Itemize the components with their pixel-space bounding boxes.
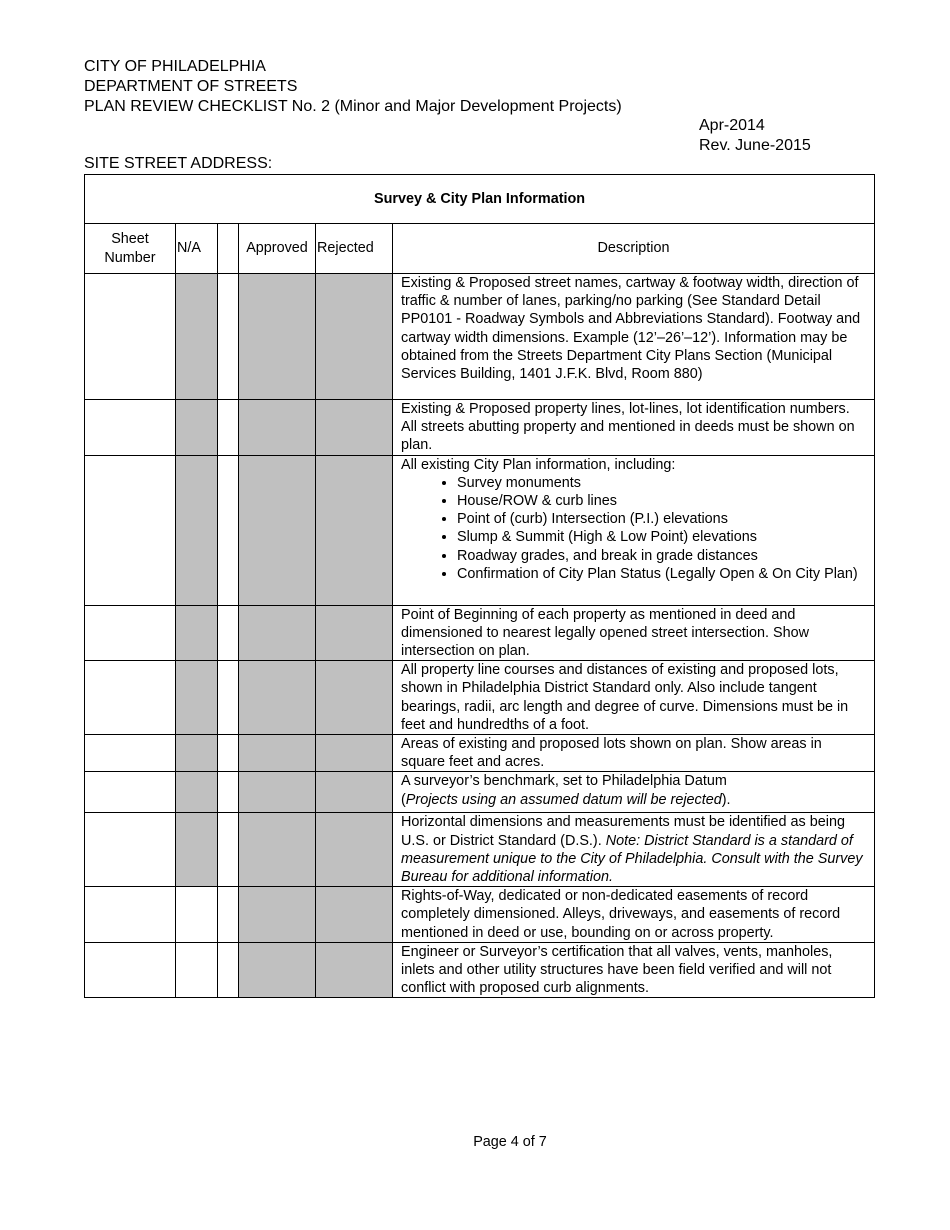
- header-city: CITY OF PHILADELPHIA: [84, 58, 266, 75]
- site-address-label: SITE STREET ADDRESS:: [84, 155, 273, 172]
- rejected-cell[interactable]: [316, 455, 393, 605]
- sheet-cell[interactable]: [85, 735, 176, 772]
- approved-cell[interactable]: [239, 772, 316, 813]
- sheet-cell[interactable]: [85, 455, 176, 605]
- bullet-item: • Point of (curb) Intersection (P.I.) elevations: [457, 510, 868, 528]
- blank-cell[interactable]: [218, 661, 239, 735]
- bullet-item: • Slump & Summit (High & Low Point) elevations: [457, 528, 868, 546]
- description-cell: Areas of existing and proposed lots shown on plan. Show areas in square feet and acres.: [393, 735, 875, 772]
- page-number: Page 4 of 7: [473, 1134, 547, 1150]
- blank-cell[interactable]: [218, 274, 239, 400]
- rejected-cell[interactable]: [316, 772, 393, 813]
- col-blank: [218, 224, 239, 274]
- checklist-table-wrapper: [84, 174, 874, 998]
- sheet-cell[interactable]: [85, 887, 176, 943]
- bullet-item: • Roadway grades, and break in grade distances: [457, 547, 868, 565]
- rejected-cell[interactable]: [316, 661, 393, 735]
- description-cell: [393, 455, 875, 605]
- table-title: Survey & City Plan Information: [85, 175, 875, 224]
- sheet-cell[interactable]: [85, 400, 176, 456]
- note-close: ).: [721, 791, 731, 808]
- description-note: [401, 791, 868, 809]
- na-cell[interactable]: [176, 661, 218, 735]
- approved-cell[interactable]: [239, 735, 316, 772]
- note-open: (: [401, 791, 406, 808]
- na-cell[interactable]: [176, 274, 218, 400]
- sheet-cell[interactable]: [85, 942, 176, 998]
- bullet-item: • House/ROW & curb lines: [457, 492, 868, 510]
- rejected-cell[interactable]: [316, 400, 393, 456]
- bullet-item: • Survey monuments: [457, 474, 868, 492]
- table-row: [85, 400, 875, 456]
- description-cell: Engineer or Surveyor’s certification that all valves, vents, manholes, inlets and other utility structures have been field verified and will not conflict with proposed curb alignments.: [393, 942, 875, 998]
- rejected-cell[interactable]: [316, 887, 393, 943]
- approved-cell[interactable]: [239, 942, 316, 998]
- na-cell[interactable]: [176, 942, 218, 998]
- table-row: [85, 455, 875, 605]
- approved-cell[interactable]: [239, 813, 316, 887]
- na-cell[interactable]: [176, 605, 218, 661]
- description-text: Horizontal dimensions and measurements must be identified as being U.S. or District Standard (D.S.).: [401, 814, 845, 849]
- blank-cell[interactable]: [218, 772, 239, 813]
- note-italic: Projects using an assumed datum will be rejected: [405, 791, 722, 808]
- sheet-cell[interactable]: [85, 772, 176, 813]
- description-cell: Existing & Proposed street names, cartway & footway width, direction of traffic & number of lanes, parking/no parking (See Standard Detail PP0101 - Roadway Symbols and Abbreviations Standard). Footway and cartway width dimensions. Example (12’–26’–12’). Information may be obtained from the Streets Department City Plans Section (Municipal Services Building, 1401 J.F.K. Blvd, Room 880): [393, 274, 875, 400]
- rejected-cell[interactable]: [316, 735, 393, 772]
- table-row: [85, 274, 875, 400]
- na-cell[interactable]: [176, 735, 218, 772]
- rejected-cell[interactable]: [316, 274, 393, 400]
- table-row: [85, 772, 875, 813]
- blank-cell[interactable]: [218, 887, 239, 943]
- sheet-cell[interactable]: [85, 605, 176, 661]
- sheet-cell[interactable]: [85, 274, 176, 400]
- col-na: N/A: [176, 224, 218, 274]
- description-cell: [393, 772, 875, 813]
- checklist-table: [84, 174, 875, 998]
- description-cell: Rights-of-Way, dedicated or non-dedicated easements of record completely dimensioned. Alleys, driveways, and easements of record mentioned in deed or use, bounding on or across property.: [393, 887, 875, 943]
- description-note: Note: District Standard is a standard of measurement unique to the City of Philadelphia. Consult with the Survey Bureau for additional information.: [401, 832, 863, 886]
- description-cell: [393, 813, 875, 887]
- sheet-cell[interactable]: [85, 661, 176, 735]
- header-department: DEPARTMENT OF STREETS: [84, 78, 298, 95]
- blank-cell[interactable]: [218, 942, 239, 998]
- na-cell[interactable]: [176, 772, 218, 813]
- blank-cell[interactable]: [218, 455, 239, 605]
- col-description: Description: [393, 224, 875, 274]
- approved-cell[interactable]: [239, 455, 316, 605]
- approved-cell[interactable]: [239, 274, 316, 400]
- approved-cell[interactable]: [239, 400, 316, 456]
- description-cell: All property line courses and distances of existing and proposed lots, shown in Philadelphia District Standard only. Also include tangent bearings, radii, arc length and degree of curve. Dimensions must be in feet and hundredths of a foot.: [393, 661, 875, 735]
- table-row: [85, 661, 875, 735]
- document-dates: [699, 116, 811, 156]
- col-rejected: Rejected: [316, 224, 393, 274]
- document-header: [84, 57, 622, 117]
- approved-cell[interactable]: [239, 661, 316, 735]
- na-cell[interactable]: [176, 455, 218, 605]
- approved-cell[interactable]: [239, 605, 316, 661]
- header-checklist-title: PLAN REVIEW CHECKLIST No. 2 (Minor and Major Development Projects): [84, 98, 622, 115]
- table-row: [85, 813, 875, 887]
- rejected-cell[interactable]: [316, 605, 393, 661]
- table-row: [85, 605, 875, 661]
- approved-cell[interactable]: [239, 887, 316, 943]
- na-cell[interactable]: [176, 400, 218, 456]
- na-cell[interactable]: [176, 813, 218, 887]
- description-text: A surveyor’s benchmark, set to Philadelphia Datum: [401, 773, 727, 790]
- table-row: [85, 735, 875, 772]
- col-approved: Approved: [239, 224, 316, 274]
- date-revised: Rev. June-2015: [699, 137, 811, 154]
- col-sheet-number: Sheet Number: [85, 224, 176, 274]
- description-cell: Point of Beginning of each property as mentioned in deed and dimensioned to nearest legally opened street intersection. Show intersection on plan.: [393, 605, 875, 661]
- description-cell: Existing & Proposed property lines, lot-lines, lot identification numbers. All streets abutting property and mentioned in deeds must be shown on plan.: [393, 400, 875, 456]
- blank-cell[interactable]: [218, 400, 239, 456]
- rejected-cell[interactable]: [316, 942, 393, 998]
- bullet-list: [401, 474, 868, 583]
- bullet-item: • Confirmation of City Plan Status (Legally Open & On City Plan): [457, 565, 868, 583]
- blank-cell[interactable]: [218, 813, 239, 887]
- rejected-cell[interactable]: [316, 813, 393, 887]
- na-cell[interactable]: [176, 887, 218, 943]
- table-row: [85, 942, 875, 998]
- sheet-cell[interactable]: [85, 813, 176, 887]
- table-row: [85, 887, 875, 943]
- blank-cell[interactable]: [218, 605, 239, 661]
- blank-cell[interactable]: [218, 735, 239, 772]
- date-issued: Apr-2014: [699, 117, 765, 134]
- description-intro: All existing City Plan information, including:: [401, 456, 676, 473]
- page-footer: [0, 1134, 950, 1150]
